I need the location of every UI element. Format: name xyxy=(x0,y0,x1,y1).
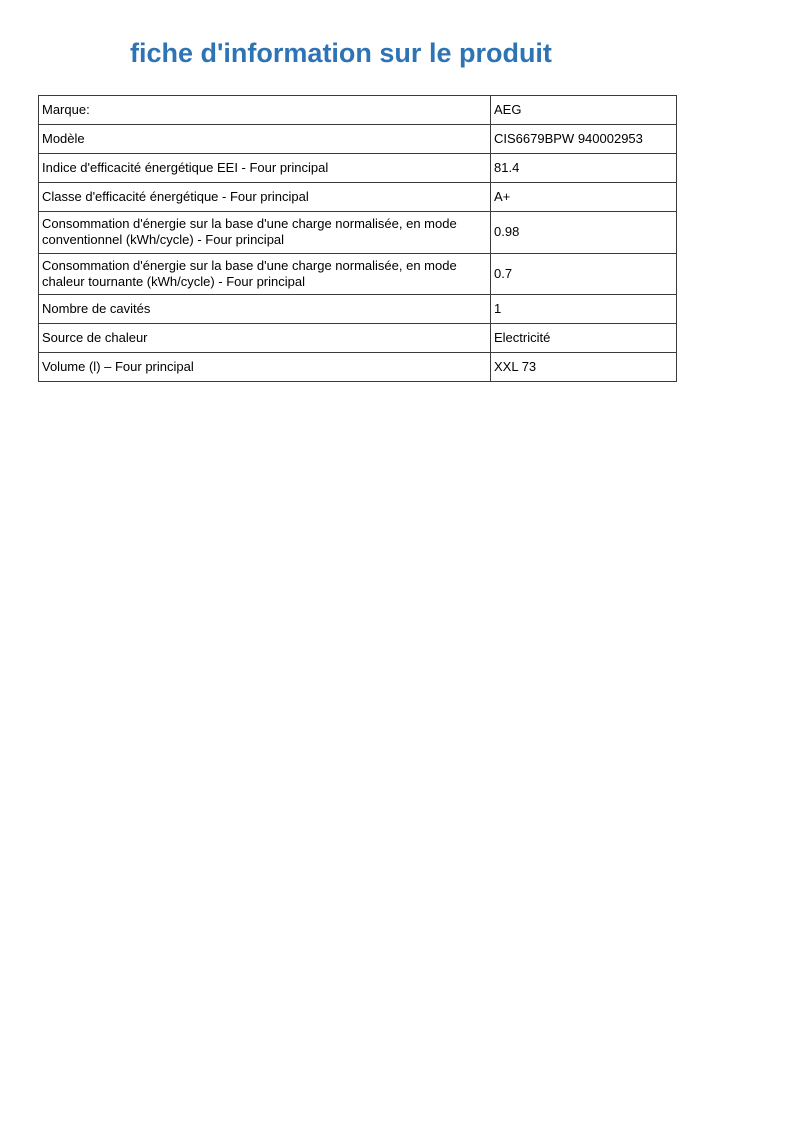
row-value: Electricité xyxy=(491,324,677,353)
page-title: fiche d'information sur le produit xyxy=(130,38,552,68)
row-label: Consommation d'énergie sur la base d'une charge normalisée, en mode conventionnel (kWh/cycle) - Four principal xyxy=(39,212,491,254)
row-value: CIS6679BPW 940002953 xyxy=(491,125,677,154)
table-row xyxy=(39,324,677,353)
row-value: 1 xyxy=(491,295,677,324)
row-label: Marque: xyxy=(39,96,491,125)
row-value: 81.4 xyxy=(491,154,677,183)
row-label: Nombre de cavités xyxy=(39,295,491,324)
row-label: Modèle xyxy=(39,125,491,154)
row-label: Indice d'efficacité énergétique EEI - Four principal xyxy=(39,154,491,183)
row-label: Source de chaleur xyxy=(39,324,491,353)
row-value: AEG xyxy=(491,96,677,125)
table-row xyxy=(39,253,677,295)
row-value: A+ xyxy=(491,183,677,212)
table-row xyxy=(39,125,677,154)
table-row xyxy=(39,212,677,254)
table-row xyxy=(39,353,677,382)
row-value: 0.7 xyxy=(491,253,677,295)
row-label: Classe d'efficacité énergétique - Four principal xyxy=(39,183,491,212)
product-info-table xyxy=(38,95,677,382)
table-row xyxy=(39,183,677,212)
row-label: Consommation d'énergie sur la base d'une charge normalisée, en mode chaleur tournante (kWh/cycle) - Four principal xyxy=(39,253,491,295)
table-row xyxy=(39,295,677,324)
row-value: 0.98 xyxy=(491,212,677,254)
table-row xyxy=(39,154,677,183)
row-label: Volume (l) – Four principal xyxy=(39,353,491,382)
row-value: XXL 73 xyxy=(491,353,677,382)
table-row xyxy=(39,96,677,125)
